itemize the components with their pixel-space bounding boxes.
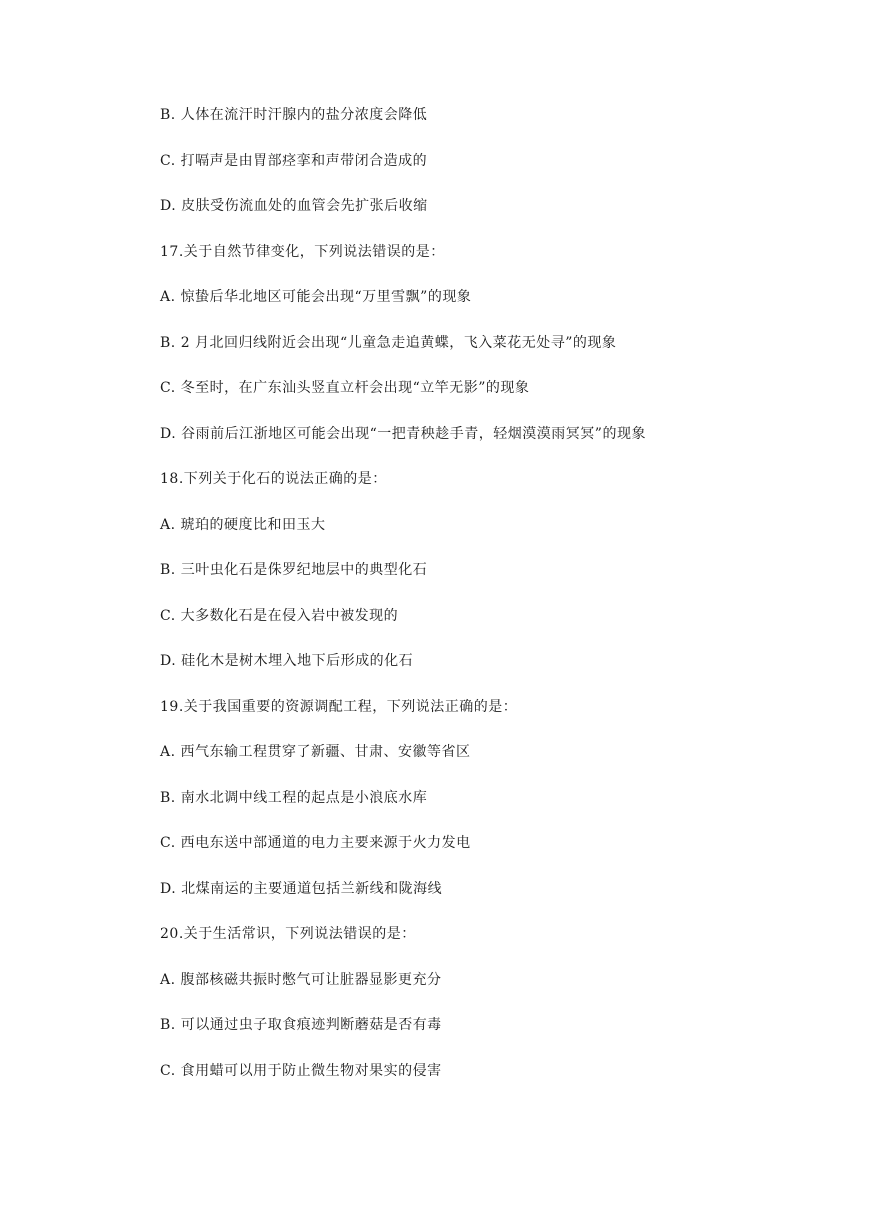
q19-option-b: B. 南水北调中线工程的起点是小浪底水库 xyxy=(160,790,428,806)
q20-option-a: A. 腹部核磁共振时憋气可让脏器显影更充分 xyxy=(160,972,442,988)
q17-option-c: C. 冬至时，在广东汕头竖直立杆会出现“立竿无影”的现象 xyxy=(160,380,530,396)
q18-option-a: A. 琥珀的硬度比和田玉大 xyxy=(160,517,326,533)
option-b-line: B. 人体在流汗时汗腺内的盐分浓度会降低 xyxy=(160,107,428,123)
q19-option-a: A. 西气东输工程贯穿了新疆、甘肃、安徽等省区 xyxy=(160,744,471,760)
question-20: 20.关于生活常识，下列说法错误的是： xyxy=(160,926,416,942)
option-d-line: D. 皮肤受伤流血处的血管会先扩张后收缩 xyxy=(160,198,428,214)
q18-option-b: B. 三叶虫化石是侏罗纪地层中的典型化石 xyxy=(160,562,428,578)
q18-option-d: D. 硅化木是树木埋入地下后形成的化石 xyxy=(160,653,414,669)
q17-option-b: B. 2 月北回归线附近会出现“儿童急走追黄蝶，飞入菜花无处寻”的现象 xyxy=(160,335,617,351)
q20-option-b: B. 可以通过虫子取食痕迹判断蘑菇是否有毒 xyxy=(160,1017,442,1033)
option-c-line: C. 打嗝声是由胃部痉挛和声带闭合造成的 xyxy=(160,153,428,169)
question-19: 19.关于我国重要的资源调配工程，下列说法正确的是： xyxy=(160,699,518,715)
q20-option-c: C. 食用蜡可以用于防止微生物对果实的侵害 xyxy=(160,1063,442,1079)
question-18: 18.下列关于化石的说法正确的是： xyxy=(160,471,387,487)
q17-option-a: A. 惊蛰后华北地区可能会出现“万里雪飘”的现象 xyxy=(160,289,472,305)
q19-option-c: C. 西电东送中部通道的电力主要来源于火力发电 xyxy=(160,835,471,851)
question-17: 17.关于自然节律变化，下列说法错误的是： xyxy=(160,244,445,260)
q17-option-d: D. 谷雨前后江浙地区可能会出现“一把青秧趁手青，轻烟漠漠雨冥冥”的现象 xyxy=(160,426,646,442)
q19-option-d: D. 北煤南运的主要通道包括兰新线和陇海线 xyxy=(160,881,443,897)
q18-option-c: C. 大多数化石是在侵入岩中被发现的 xyxy=(160,608,399,624)
